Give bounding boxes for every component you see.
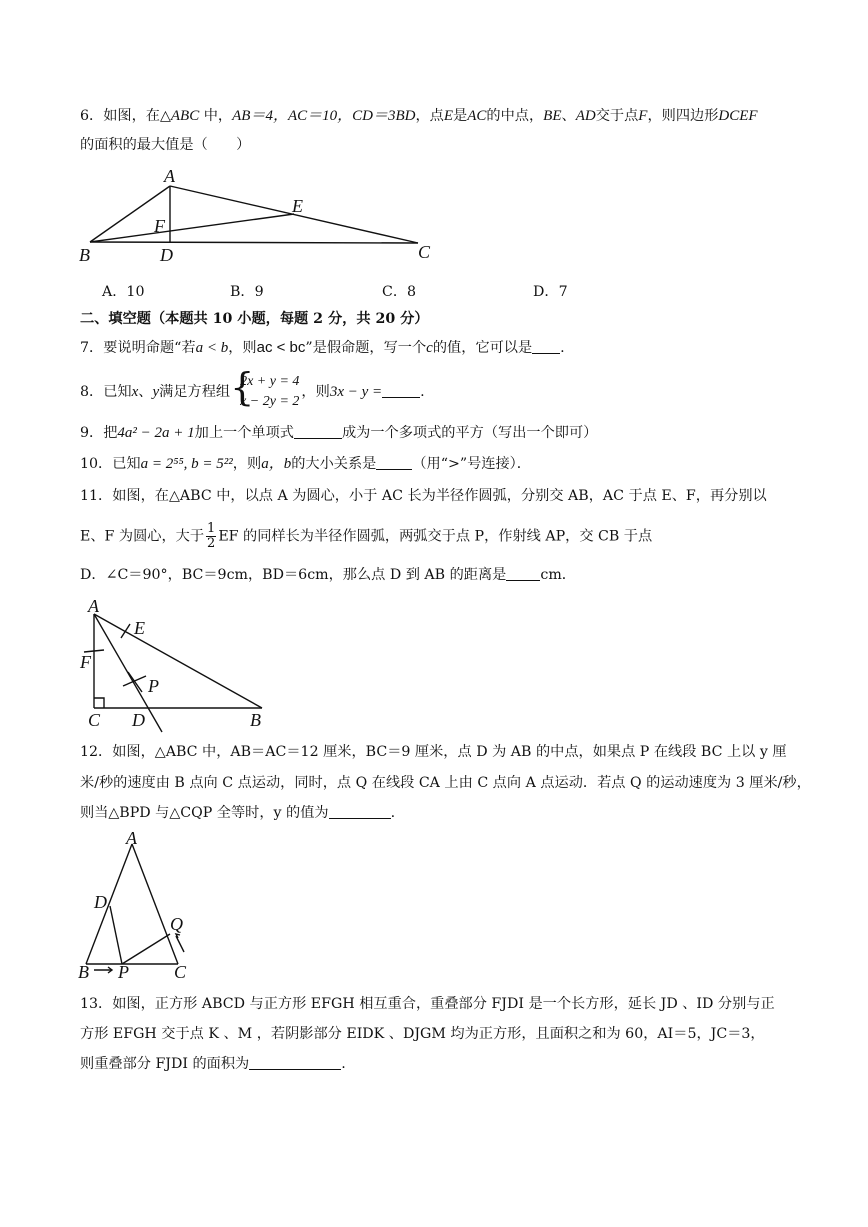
q11-fraction	[206, 522, 216, 551]
q12-label-q: Q	[170, 914, 183, 934]
q9	[80, 423, 597, 443]
q12-figure	[74, 830, 204, 982]
q6-line1	[80, 106, 758, 126]
q6-seg-ac: AC	[467, 108, 487, 124]
q9-expression: 4a² − 2a + 1	[117, 425, 195, 441]
q6-label-f: F	[154, 216, 165, 236]
q9-text: 9．把	[80, 425, 118, 441]
q6-option-c: C．8	[382, 284, 417, 300]
q13-line1: 13．如图，正方形 ABCD 与正方形 EFGH 相互重合，重叠部分 FJDI 是一个长方形，延长 JD 、ID 分别与正	[80, 996, 775, 1012]
q12-label-a: A	[126, 830, 137, 848]
q6-text7: ，则四边形	[647, 108, 719, 124]
q11-label-f: F	[80, 652, 91, 672]
q11-text2: EF 的同样长为半径作圆弧，两弧交于点 P，作射线 AP，交 CB 于点	[218, 528, 653, 545]
q8-text: 8．已知	[80, 384, 132, 400]
q7-text4: 的值，它可以是	[432, 340, 533, 356]
q9-text3: 成为一个多项式的平方（写出一个即可）	[341, 425, 598, 441]
q6-quad: DCEF	[718, 108, 758, 124]
q6-text2: 中，	[199, 108, 233, 124]
q12-line3	[80, 803, 395, 823]
q13-answer-blank[interactable]	[249, 1055, 341, 1070]
q6-text4: 是	[453, 108, 468, 124]
q11-text3: D．∠C＝90°，BC＝9cm，BD＝6cm，那么点 D 到 AB 的距离是	[80, 567, 507, 583]
q10-text: 10．已知	[80, 456, 141, 472]
q11-line2	[80, 522, 652, 551]
q11-unit: cm．	[540, 567, 576, 583]
q13-text: 则重叠部分 FJDI 的面积为	[80, 1056, 250, 1072]
q6-seg-ad: AD	[575, 108, 596, 124]
q12-label-p: P	[118, 962, 129, 982]
q7-text: 7．要说明命题“若	[80, 340, 196, 356]
q11-text: E、F 为圆心，大于	[80, 528, 205, 545]
q6-label-c: C	[418, 242, 431, 262]
q12-label-b: B	[78, 962, 89, 982]
q10-expression: a = 2⁵⁵, b = 5²²	[140, 456, 233, 472]
q10-answer-blank[interactable]	[376, 455, 412, 470]
q6-text: 6．如图，在△	[80, 108, 171, 124]
q8	[80, 365, 425, 412]
q12-label-c: C	[174, 962, 187, 982]
q11-line1: 11．如图，在△ABC 中，以点 A 为圆心，小于 AC 长为半径作圆弧，分别交 AB，AC 于点 E、F，再分别以	[80, 488, 767, 504]
q10-text4: （用“>”号连接）．	[412, 456, 531, 472]
q6-label-a: A	[164, 166, 175, 186]
q11-answer-blank[interactable]	[506, 566, 540, 581]
q11-label-c: C	[88, 710, 101, 730]
q6-line2: 的面积的最大值是（ ）	[80, 137, 251, 153]
q7-end: .	[560, 340, 565, 356]
q12-label-d: D	[94, 892, 107, 912]
q6-option-d: D．7	[533, 284, 568, 300]
q7	[80, 338, 565, 358]
q6-label-b: B	[79, 245, 90, 265]
q6-text6: 交于点	[595, 108, 639, 124]
q13-end: .	[341, 1056, 346, 1072]
q9-text2: 加上一个单项式	[194, 425, 294, 441]
q6-sep: 、	[561, 108, 576, 124]
q6-figure	[74, 160, 444, 270]
q8-end: .	[420, 384, 425, 400]
q11-frac-den: 2	[207, 536, 216, 551]
q12-end: .	[390, 805, 396, 821]
q12-line1: 12．如图，△ABC 中，AB＝AC＝12 厘米，BC＝9 厘米，点 D 为 AB 的中点，如果点 P 在线段 BC 上以 y 厘	[80, 744, 787, 760]
q13-line3	[80, 1054, 346, 1074]
q8-eq2: x − 2y = 2	[240, 394, 300, 409]
q6-conditions: AB＝4，AC＝10，CD＝3BD	[232, 108, 416, 124]
q7-text2: ，则	[228, 340, 257, 356]
q8-y: y	[152, 384, 160, 400]
q10-text2: ，则	[232, 456, 262, 472]
q12-line2: 米/秒的速度由 B 点向 C 点运动，同时，点 Q 在线段 CA 上由 C 点向 A 点运动．若点 Q 的运动速度为 3 厘米/秒，	[80, 775, 811, 791]
q6-point-e: E	[443, 108, 454, 124]
q13-line2: 方形 EFGH 交于点 K 、M ，若阴影部分 EIDK 、DJGM 均为正方形，且面积之和为 60，AI＝5，JC＝3，	[80, 1026, 765, 1042]
q11-label-p: P	[148, 676, 159, 696]
q7-var: c	[426, 340, 433, 356]
q10-vars: a，b	[261, 456, 292, 472]
q6-label-d: D	[160, 245, 173, 265]
q7-answer-blank[interactable]	[532, 339, 560, 354]
q8-text2: 满足方程组	[159, 384, 231, 400]
section-heading: 二、填空题（本题共 10 小题，每题 2 分，共 20 分）	[80, 311, 429, 327]
q8-equation-system: { 2x + y = 4 x − 2y = 2	[230, 372, 299, 412]
q8-answer-blank[interactable]	[382, 383, 420, 398]
q11-label-e: E	[134, 618, 145, 638]
q8-eq1: 2x + y = 4	[240, 374, 300, 389]
q11-figure	[76, 594, 276, 734]
q8-x: x	[131, 384, 139, 400]
q6-text3: ，点	[415, 108, 444, 124]
q11-label-a: A	[88, 596, 99, 616]
q10-text3: 的大小关系是	[291, 456, 377, 472]
q8-text3: ，则	[301, 384, 330, 400]
q6-text5: 的中点，	[486, 108, 544, 124]
q12-text: 则当△BPD 与△CQP 全等时，y 的值为	[80, 805, 329, 821]
q6-option-a: A．10	[102, 284, 145, 300]
q8-expression: 3x − y =	[329, 384, 383, 400]
q12-answer-blank[interactable]	[329, 804, 391, 819]
q7-conclusion: ac < bc	[256, 339, 306, 356]
q6-label-e: E	[292, 196, 303, 216]
q11-frac-num: 1	[207, 521, 216, 536]
q6-seg-be: BE	[543, 108, 562, 124]
q11-line3	[80, 565, 576, 585]
q8-sep: 、	[138, 384, 153, 400]
q7-text3: ”是假命题，写一个	[305, 340, 427, 356]
q6-option-b: B．9	[230, 284, 264, 300]
q11-label-b: B	[250, 710, 261, 730]
q6-point-f: F	[638, 108, 648, 124]
q10	[80, 454, 531, 474]
q9-answer-blank[interactable]	[294, 424, 342, 439]
q6-triangle: ABC	[170, 108, 200, 124]
q11-label-d: D	[132, 710, 145, 730]
q7-condition: a < b	[195, 340, 229, 356]
